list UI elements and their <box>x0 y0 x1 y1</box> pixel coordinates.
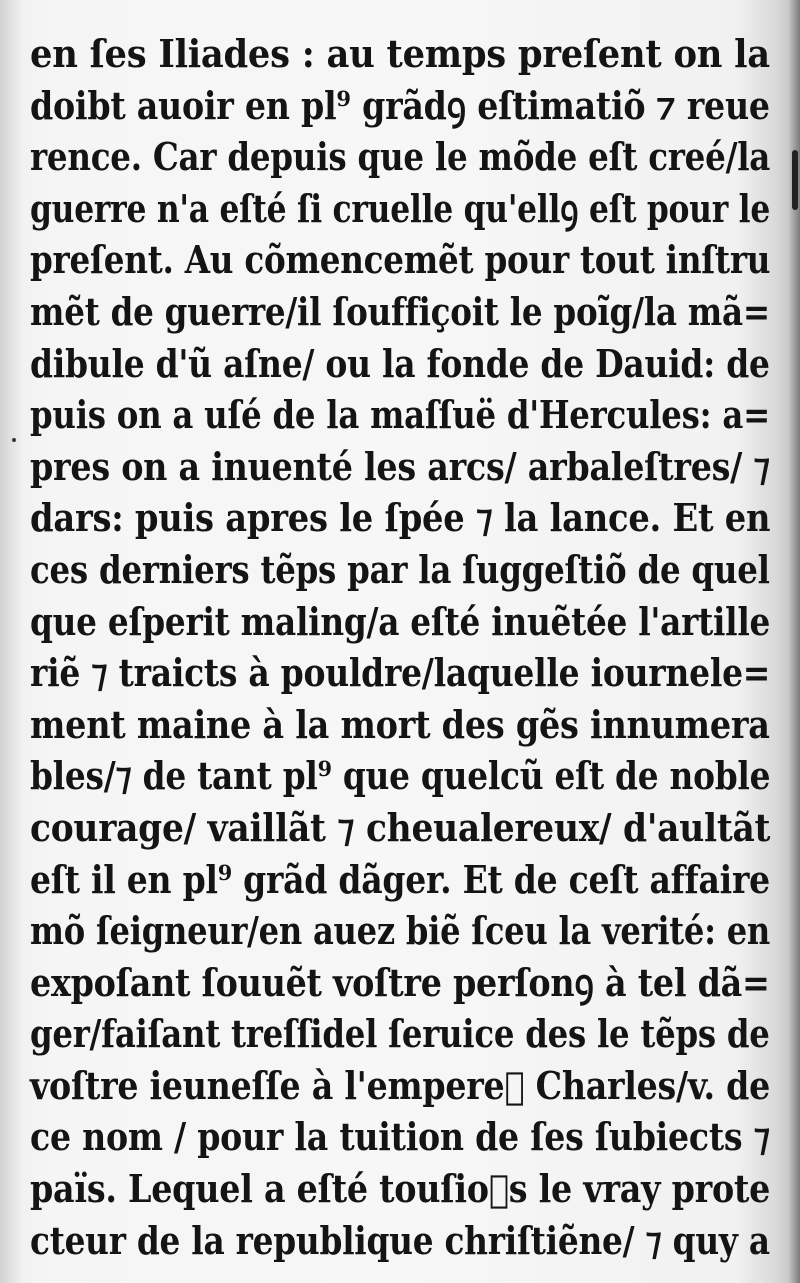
text-line: cteur de la republique chriſtiẽne/ ⁊ quy a <box>30 1217 770 1263</box>
text-line: eſt il en pl⁹ grãd dãger. Et de ceſt affaire <box>30 856 770 902</box>
text-line: courage/ vaillãt ⁊ cheualereux/ d'aultãt <box>30 804 771 850</box>
page-text <box>30 28 770 1266</box>
text-line: puis on a uſé de la maſſuë d'Hercules: a= <box>30 392 770 438</box>
text-line: dars: puis apres le ſpée ⁊ la lance. Et en <box>30 495 771 541</box>
text-line: ment maine à la mort des gẽs innumera <box>30 701 770 747</box>
text-line: ger/faiſant treſſidel ſeruice des le tẽps de <box>30 1011 770 1057</box>
text-line: dibule d'ũ aſne/ ou la fonde de Dauid: de <box>30 340 770 386</box>
text-line: rence. Car depuis que le mõde eſt creé/la <box>30 134 771 180</box>
text-line: preſent. Au cõmencemẽt pour tout inſtru <box>30 237 771 283</box>
text-line: voſtre ieuneſſe à l'empereᷣ Charles/v. de <box>30 1062 771 1108</box>
text-line: bles/⁊ de tant pl⁹ que quelcũ eſt de noble <box>30 753 771 799</box>
text-line: mẽt de guerre/il ſouffiçoit le poĩg/la mã= <box>30 288 770 334</box>
text-line: riẽ ⁊ traicts à pouldre/laquelle iournele= <box>30 650 771 696</box>
text-line: mõ ſeigneur/en auez biẽ ſceu la verité: en <box>30 908 771 954</box>
text-line: que eſperit maling/a eſté inuẽtée l'artille <box>30 598 771 644</box>
edge-mark <box>792 150 798 210</box>
text-line: expoſant ſouuẽt voſtre perſonꝯ à tel dã= <box>30 959 770 1005</box>
text-line: en ſes Iliades : au temps preſent on la <box>30 31 770 76</box>
ink-speck <box>12 438 16 442</box>
text-line: ces derniers tẽps par la ſuggeſtiõ de quel <box>30 546 770 592</box>
text-line: doibt auoir en pl⁹ grãdꝯ eſtimatiõ ⁊ reue <box>30 82 770 128</box>
text-line: ce nom / pour la tuition de ſes ſubiects ⁊ <box>30 1114 770 1160</box>
text-line: païs. Lequel a eſté touſioᷣs le vray prote <box>30 1166 771 1212</box>
text-line: pres on a inuenté les arcs/ arbaleſtres/ ⁊ <box>30 443 770 489</box>
gutter-shadow <box>0 0 22 1283</box>
text-line: guerre n'a eſté ſi cruelle qu'ellꝯ eſt pour le <box>30 185 771 231</box>
